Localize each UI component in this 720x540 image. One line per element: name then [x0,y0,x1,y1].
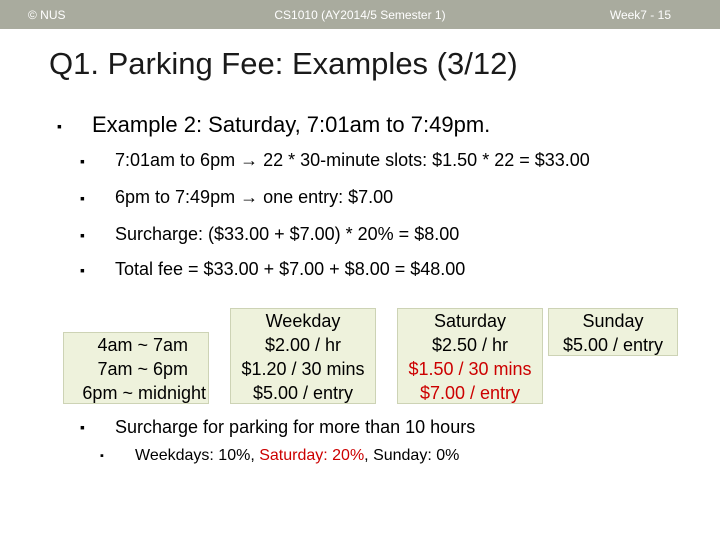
surcharge-saturday: Saturday: 20% [259,447,365,464]
saturday-rate-highlight: $7.00 / entry [419,383,521,403]
bullet-item: Surcharge: ($33.00 + $7.00) * 20% = $8.00 [115,224,460,244]
slide-header-bar [0,0,720,29]
sunday-rates [548,308,678,356]
rate-time-slots [63,332,209,404]
bullet-square-icon: ▪ [100,450,104,462]
weekday-rates [230,308,376,404]
saturday-header: Saturday [433,311,507,331]
page-number: Week7 - 15 [609,8,671,22]
bullet-item: 7:01am to 6pm → 22 * 30-minute slots: $1.50 * 22 = $33.00 [115,150,590,170]
saturday-rates [397,308,543,404]
surcharge-weekdays: Weekdays: 10%, [135,447,260,464]
time-slot-label: 6pm ~ midnight [82,383,206,403]
bullet-square-icon: ▪ [80,419,85,435]
surcharge-rates [135,447,459,465]
weekday-rate: $1.20 / 30 mins [241,359,365,379]
bullet-square-icon: ▪ [80,190,85,206]
slide-title: Q1. Parking Fee: Examples (3/12) [49,46,518,81]
bullet-square-icon: ▪ [80,153,85,169]
sunday-rate: $5.00 / entry [562,335,664,355]
copyright-text: © NUS [28,8,66,22]
bullet-square-icon: ▪ [57,118,62,134]
bullet-square-icon: ▪ [80,262,85,278]
weekday-header: Weekday [265,311,341,331]
time-slot-label: 4am ~ 7am [97,335,188,355]
bullet-item: Total fee = $33.00 + $7.00 + $8.00 = $48.00 [115,259,466,279]
saturday-rate: $2.50 / hr [431,335,509,355]
sunday-header: Sunday [582,311,644,331]
weekday-rate: $5.00 / entry [252,383,354,403]
surcharge-heading: Surcharge for parking for more than 10 hours [115,417,476,437]
example-heading: Example 2: Saturday, 7:01am to 7:49pm. [92,112,491,137]
surcharge-sunday: , Sunday: 0% [364,447,460,464]
saturday-rate-highlight: $1.50 / 30 mins [408,359,532,379]
course-title: CS1010 (AY2014/5 Semester 1) [274,8,446,22]
time-slot-label: 7am ~ 6pm [97,359,188,379]
weekday-rate: $2.00 / hr [264,335,342,355]
bullet-square-icon: ▪ [80,227,85,243]
bullet-item: 6pm to 7:49pm → one entry: $7.00 [115,187,394,207]
